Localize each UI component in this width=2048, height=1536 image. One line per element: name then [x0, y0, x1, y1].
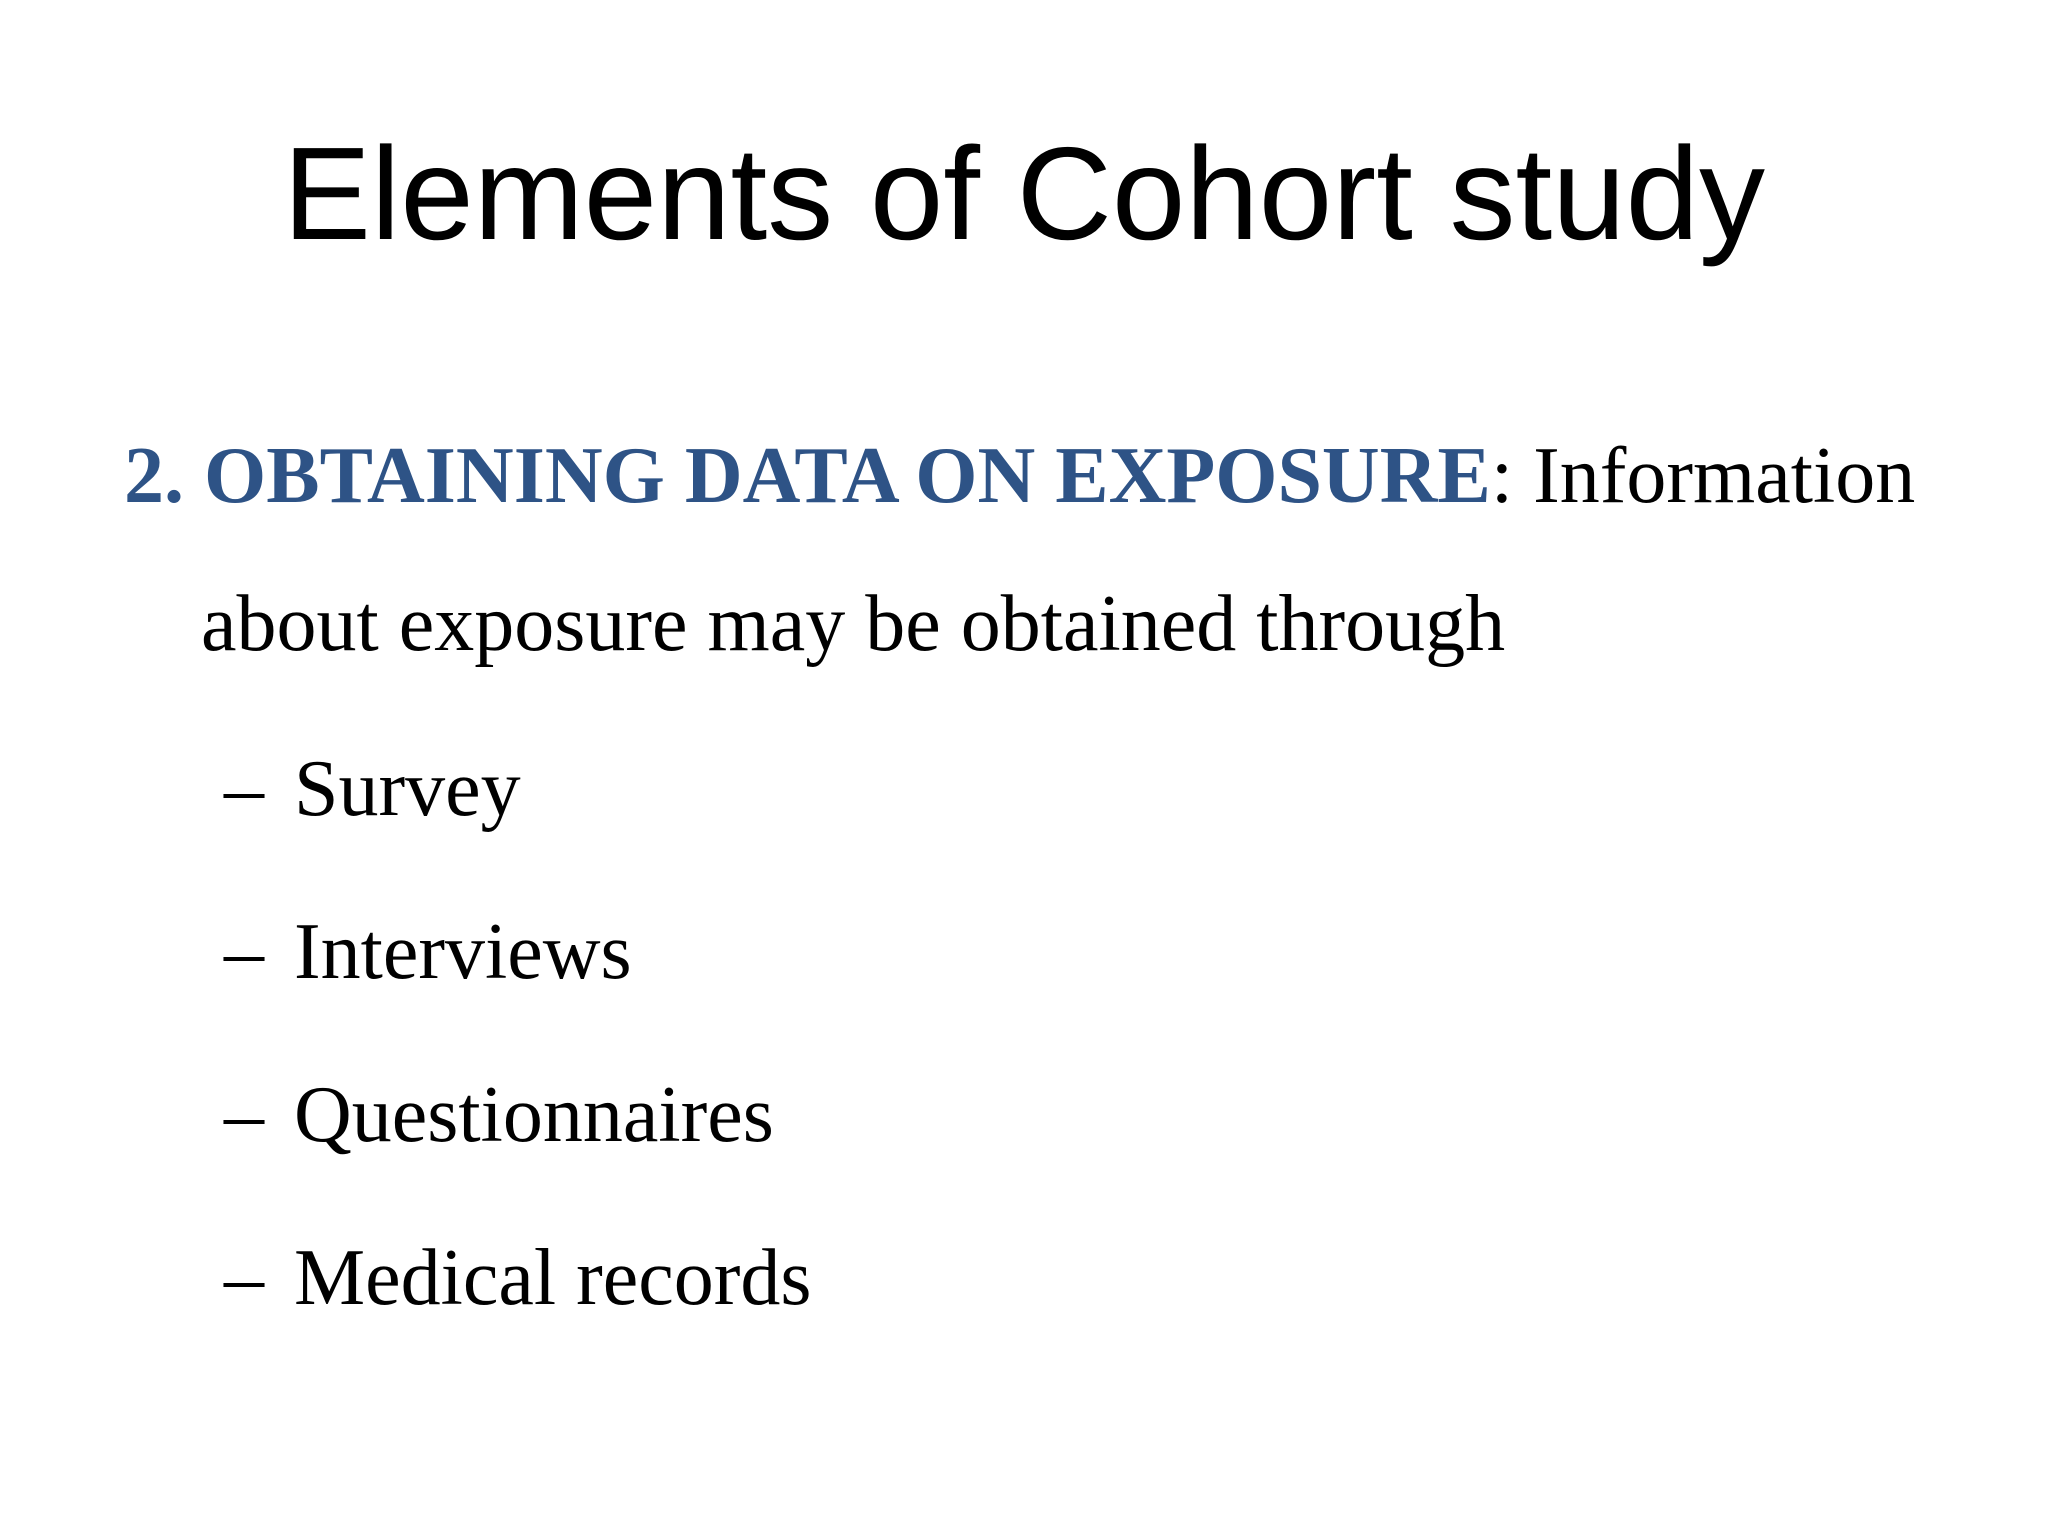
list-item — [224, 708, 2004, 871]
list-item-text: Questionnaires — [294, 1071, 774, 1159]
exposure-source-list — [124, 708, 2004, 1360]
point-colon: : — [1490, 432, 1514, 520]
point-text-line2: about exposure may be obtained through — [201, 580, 1506, 668]
point-number: 2. — [124, 432, 184, 520]
list-item — [224, 1034, 2004, 1197]
point-line-1 — [124, 402, 2004, 550]
dash-marker: – — [224, 908, 264, 996]
point-text-line1: Information — [1513, 432, 1916, 520]
list-item — [224, 1197, 2004, 1360]
dash-marker: – — [224, 745, 264, 833]
dash-marker: – — [224, 1234, 264, 1322]
list-item-text: Survey — [294, 745, 521, 833]
dash-marker: – — [224, 1071, 264, 1159]
list-item-text: Interviews — [294, 908, 632, 996]
point-heading: OBTAINING DATA ON EXPOSURE — [204, 432, 1491, 520]
list-item — [224, 871, 2004, 1034]
slide-body — [124, 402, 2004, 1360]
list-item-text: Medical records — [294, 1234, 812, 1322]
slide-title: Elements of Cohort study — [282, 120, 1766, 267]
